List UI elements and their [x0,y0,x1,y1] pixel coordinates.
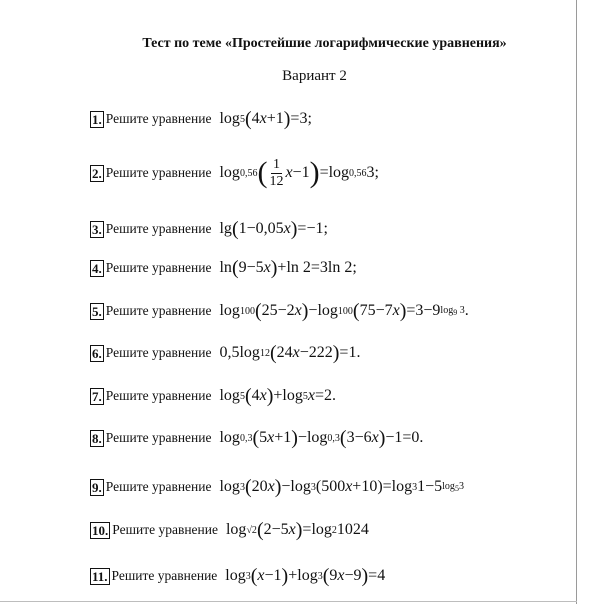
task-3 [90,214,328,244]
task-number: 4. [92,260,102,276]
document-title: Тест по теме «Простейшие логарифмические уравнения» [142,36,507,51]
task-2 [90,158,379,188]
page-edge-bottom [0,601,577,602]
task-equation: 0,5log 12 ( 24 x −222 ) =1. [219,342,361,364]
task-9 [90,472,464,502]
task-number: 8. [92,430,102,446]
task-equation: log √2 ( 2−5 x ) =log 2 1024 [225,519,369,541]
task-label: Решите уравнение [105,260,212,275]
task-equation: log 5 ( 4 x +1 ) =3; [219,108,312,130]
task-number: 10. [92,522,109,538]
task-equation: log 3 ( x −1 ) +log 3 ( 9 x −9 ) =4 [225,565,386,587]
task-number: 5. [92,303,102,319]
task-label: Решите уравнение [112,522,218,537]
task-11 [90,561,385,591]
task-label: Решите уравнение [105,430,212,445]
task-number: 1. [92,111,102,127]
task-label: Решите уравнение [105,221,212,236]
task-6 [90,338,360,368]
task-label: Решите уравнение [105,111,212,126]
task-5 [90,296,469,326]
task-4 [90,253,357,283]
variant-label: Вариант 2 [282,68,347,84]
task-equation: log 0,56 ( $\frac{1}{12}$ x −1 ) =log 0,56 3; [219,156,379,189]
task-label: Решите уравнение [105,165,212,180]
task-number: 3. [92,221,102,237]
page-edge-right [576,0,577,604]
task-number: 11. [92,568,108,584]
task-label: Решите уравнение [105,345,212,360]
task-label: Решите уравнение [105,479,212,494]
task-label: Решите уравнение [105,388,212,403]
task-label: Решите уравнение [111,568,218,583]
task-equation: ln ( 9−5 x ) +ln 2=3ln 2; [219,257,357,279]
task-equation: log 5 ( 4 x ) +log 5 x =2. [219,385,336,407]
task-1 [90,104,312,134]
task-7 [90,381,336,411]
task-8 [90,423,423,453]
task-equation: log 3 ( 20 x ) −log 3 (500 x +10)=log 3 1−5 $\log_53$ [219,476,464,498]
task-equation: log 0,3 ( 5 x +1 ) −log 0,3 ( 3−6 x ) −1=0. [219,427,424,449]
task-number: 6. [92,345,102,361]
task-equation: log 100 ( 25−2 x ) −log 100 ( 75−7 x ) =3−9 $\log_9 3$ . [219,300,469,322]
task-label: Решите уравнение [105,303,212,318]
task-10 [90,515,369,545]
task-number: 7. [92,388,102,404]
task-equation: lg ( 1−0,05 x ) =−1; [219,218,328,240]
task-number: 9. [92,479,102,495]
task-number: 2. [92,165,102,181]
